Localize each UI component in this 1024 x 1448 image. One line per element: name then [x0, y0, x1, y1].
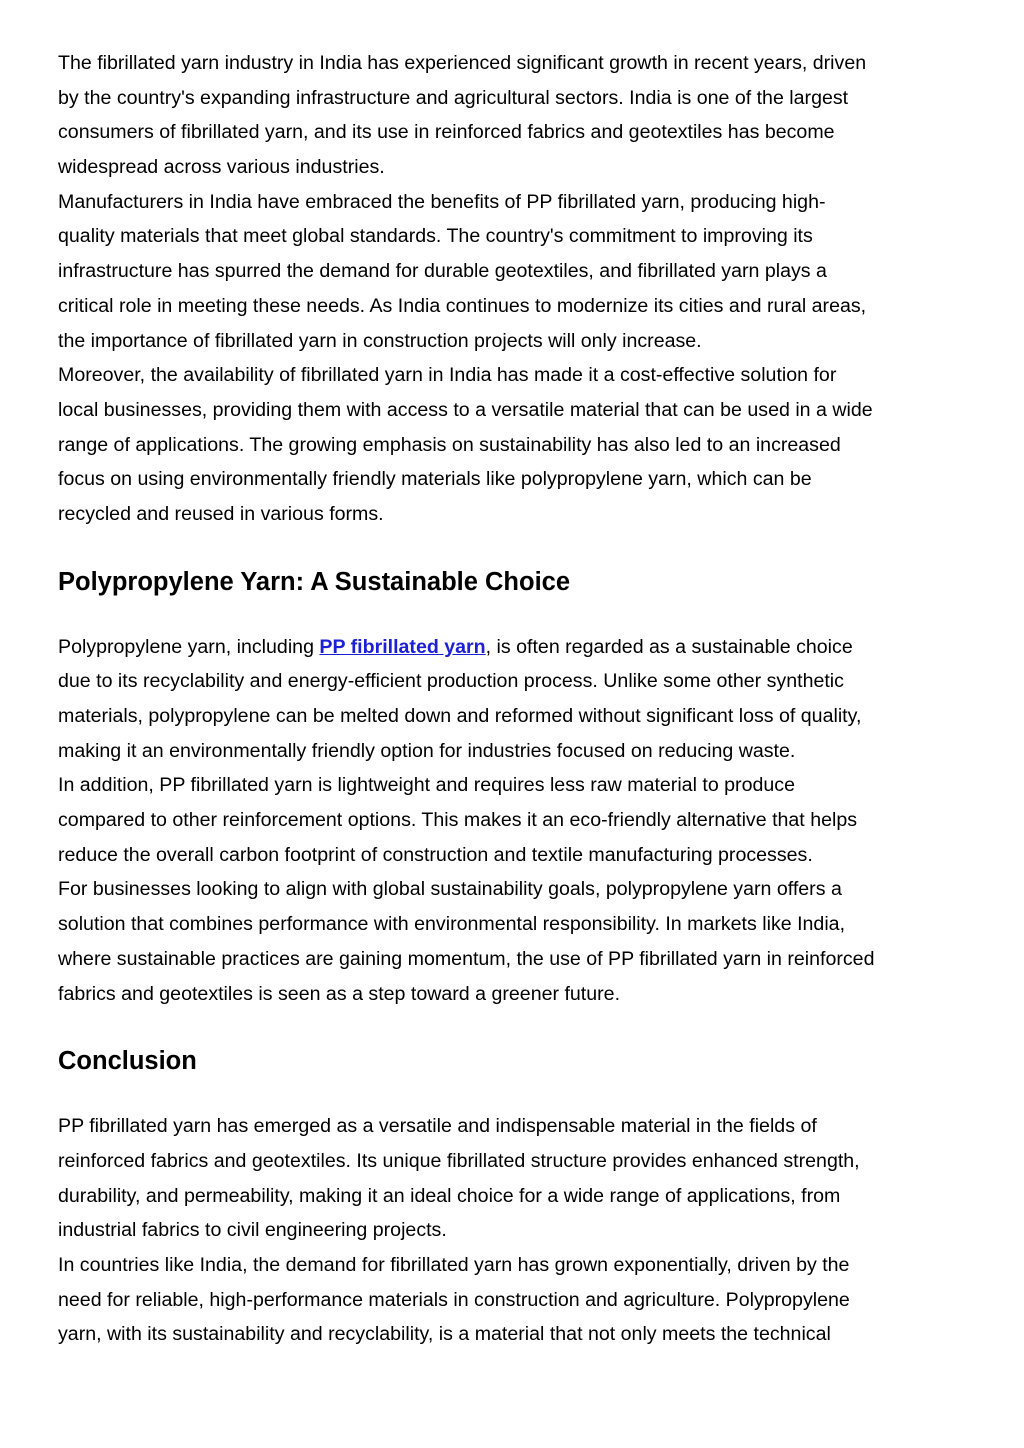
- text-line: industrial fabrics to civil engineering projects.: [58, 1219, 447, 1242]
- text-line: The fibrillated yarn industry in India has experienced significant growth in recent years, driven: [58, 52, 867, 74]
- text-line: consumers of fibrillated yarn, and its use in reinforced fabrics and geotextiles has become: [58, 121, 835, 144]
- text-segment: Polypropylene yarn, including: [58, 635, 320, 658]
- intro-paragraph-1: [58, 46, 970, 185]
- sustainable-paragraph-3: [58, 872, 970, 1011]
- text-line: compared to other reinforcement options. This makes it an eco-friendly alternative that helps: [58, 809, 858, 832]
- conclusion-paragraph-1: [58, 1109, 970, 1248]
- text-segment: , is often regarded as a sustainable choice: [485, 635, 853, 658]
- sustainable-paragraph-1: [58, 630, 970, 769]
- document-page: [58, 46, 970, 1352]
- section-heading-conclusion: Conclusion: [58, 1047, 197, 1076]
- text-line: recycled and reused in various forms.: [58, 502, 384, 525]
- text-line: materials, polypropylene can be melted down and reformed without significant loss of quality,: [58, 705, 862, 727]
- text-line: In countries like India, the demand for fibrillated yarn has grown exponentially, driven by the: [58, 1253, 850, 1276]
- pp-fibrillated-yarn-link[interactable]: PP fibrillated yarn: [319, 635, 486, 658]
- text-line: PP fibrillated yarn has emerged as a versatile and indispensable material in the fields of: [58, 1115, 817, 1138]
- intro-paragraph-3: [58, 358, 970, 531]
- text-line: infrastructure has spurred the demand for durable geotextiles, and fibrillated yarn plays a: [58, 260, 827, 283]
- text-line: critical role in meeting these needs. As India continues to modernize its cities and rural areas,: [58, 294, 867, 317]
- text-line: the importance of fibrillated yarn in construction projects will only increase.: [58, 329, 702, 352]
- text-line: widespread across various industries.: [58, 156, 385, 179]
- text-line: [58, 630, 970, 665]
- text-line: local businesses, providing them with access to a versatile material that can be used in a wide: [58, 398, 873, 421]
- text-line: reduce the overall carbon footprint of construction and textile manufacturing processes.: [58, 843, 813, 866]
- sustainable-paragraph-2: [58, 768, 970, 872]
- text-line: by the country's expanding infrastructure and agricultural sectors. India is one of the largest: [58, 86, 849, 109]
- text-line: making it an environmentally friendly option for industries focused on reducing waste.: [58, 739, 796, 762]
- text-line: where sustainable practices are gaining momentum, the use of PP fibrillated yarn in reinforced: [58, 947, 875, 970]
- text-line: due to its recyclability and energy-efficient production process. Unlike some other synthetic: [58, 670, 844, 693]
- text-line: yarn, with its sustainability and recyclability, is a material that not only meets the technical: [58, 1323, 831, 1346]
- text-line: In addition, PP fibrillated yarn is lightweight and requires less raw material to produce: [58, 774, 795, 797]
- text-line: quality materials that meet global standards. The country's commitment to improving its: [58, 225, 813, 248]
- section-heading-sustainable: Polypropylene Yarn: A Sustainable Choice: [58, 567, 571, 596]
- intro-paragraph-2: [58, 185, 970, 358]
- text-line: reinforced fabrics and geotextiles. Its unique fibrillated structure provides enhanced strength,: [58, 1149, 860, 1172]
- text-line: solution that combines performance with environmental responsibility. In markets like India,: [58, 913, 846, 936]
- text-line: fabrics and geotextiles is seen as a step toward a greener future.: [58, 982, 621, 1005]
- text-line: range of applications. The growing emphasis on sustainability has also led to an increased: [58, 433, 841, 456]
- text-line: durability, and permeability, making it an ideal choice for a wide range of applications, from: [58, 1184, 841, 1207]
- text-line: Moreover, the availability of fibrillated yarn in India has made it a cost-effective solution for: [58, 364, 837, 387]
- text-line: For businesses looking to align with global sustainability goals, polypropylene yarn offers a: [58, 878, 842, 901]
- text-line: Manufacturers in India have embraced the benefits of PP fibrillated yarn, producing high-: [58, 190, 826, 213]
- conclusion-paragraph-2: [58, 1248, 970, 1352]
- text-line: focus on using environmentally friendly materials like polypropylene yarn, which can be: [58, 468, 812, 491]
- text-line: need for reliable, high-performance materials in construction and agriculture. Polypropylene: [58, 1288, 850, 1311]
